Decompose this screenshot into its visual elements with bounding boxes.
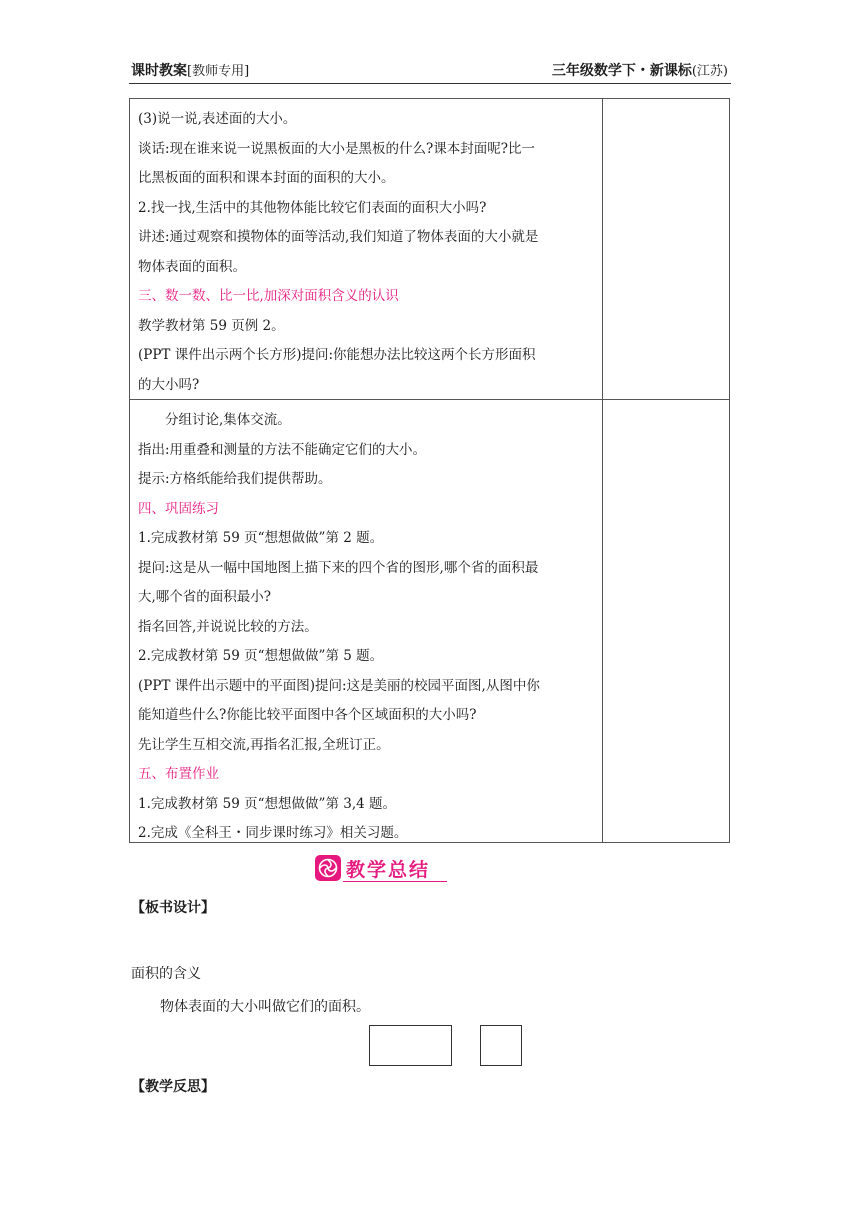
rectangle-shape-large: [369, 1025, 452, 1066]
board-title: 面积的含义: [131, 966, 201, 982]
text-line: (3)说一说,表述面的大小。: [138, 111, 297, 127]
header-left: [131, 60, 249, 80]
text-line: 2.完成《全科王・同步课时练习》相关习题。: [138, 825, 408, 841]
board-definition: 物体表面的大小叫做它们的面积。: [160, 999, 370, 1015]
text-line: 1.完成教材第 59 页“想想做做”第 3,4 题。: [138, 795, 396, 812]
text-line: 教学教材第 59 页例 2。: [138, 317, 285, 334]
header-right-sub: (江苏): [691, 64, 728, 79]
header-right: [552, 60, 728, 80]
text-line: 能知道些什么?你能比较平面图中各个区域面积的大小吗?: [138, 707, 477, 723]
text-line: 提问:这是从一幅中国地图上描下来的四个省的图形,哪个省的面积最: [138, 559, 539, 576]
swirl-icon: [315, 855, 341, 881]
text-line: 2.完成教材第 59 页“想想做做”第 5 题。: [138, 648, 384, 664]
text-line: 1.完成教材第 59 页“想想做做”第 2 题。: [138, 530, 384, 546]
header-left-sub: [教师专用]: [187, 64, 250, 79]
text-line: (PPT 课件出示两个长方形)提问:你能想办法比较这两个长方形面积: [138, 347, 536, 363]
lesson-content-cell: [130, 99, 603, 399]
summary-banner: [313, 854, 447, 882]
header-rule: [129, 83, 731, 84]
text-line: 的大小吗?: [138, 376, 200, 393]
text-line: 大,哪个省的面积最小?: [138, 589, 272, 605]
teaching-reflection-label: 【教学反思】: [131, 1079, 215, 1095]
section-heading: 四、巩固练习: [138, 500, 219, 517]
lesson-content-cell: [130, 400, 603, 842]
section-heading: 五、布置作业: [138, 766, 219, 782]
text-line: 指出:用重叠和测量的方法不能确定它们的大小。: [138, 441, 427, 458]
lesson-table-part-1: [129, 98, 730, 400]
lesson-table-part-2: [129, 399, 730, 843]
board-design-label: 【板书设计】: [131, 900, 215, 916]
header-left-title: 课时教案: [131, 63, 187, 79]
text-line: 谈话:现在谁来说一说黑板面的大小是黑板的什么?课本封面呢?比一: [138, 140, 536, 157]
text-line: 先让学生互相交流,再指名汇报,全班订正。: [138, 736, 390, 753]
text-line: 分组讨论,集体交流。: [165, 412, 291, 428]
text-line: 提示:方格纸能给我们提供帮助。: [138, 471, 332, 487]
summary-title: 教学总结: [346, 859, 431, 881]
section-heading: 三、数一数、比一比,加深对面积含义的认识: [138, 288, 399, 304]
summary-underline: [343, 881, 447, 882]
header-right-title: 三年级数学下・新课标: [551, 63, 692, 79]
text-line: 2.找一找,生活中的其他物体能比较它们表面的面积大小吗?: [138, 199, 487, 216]
text-line: 比黑板面的面积和课本封面的面积的大小。: [138, 170, 395, 186]
text-line: 讲述:通过观察和摸物体的面等活动,我们知道了物体表面的大小就是: [138, 229, 539, 245]
rectangle-shape-small: [480, 1025, 522, 1066]
text-line: 物体表面的面积。: [138, 258, 246, 275]
text-line: (PPT 课件出示题中的平面图)提问:这是美丽的校园平面图,从图中你: [138, 677, 540, 694]
text-line: 指名回答,并说说比较的方法。: [138, 618, 318, 635]
